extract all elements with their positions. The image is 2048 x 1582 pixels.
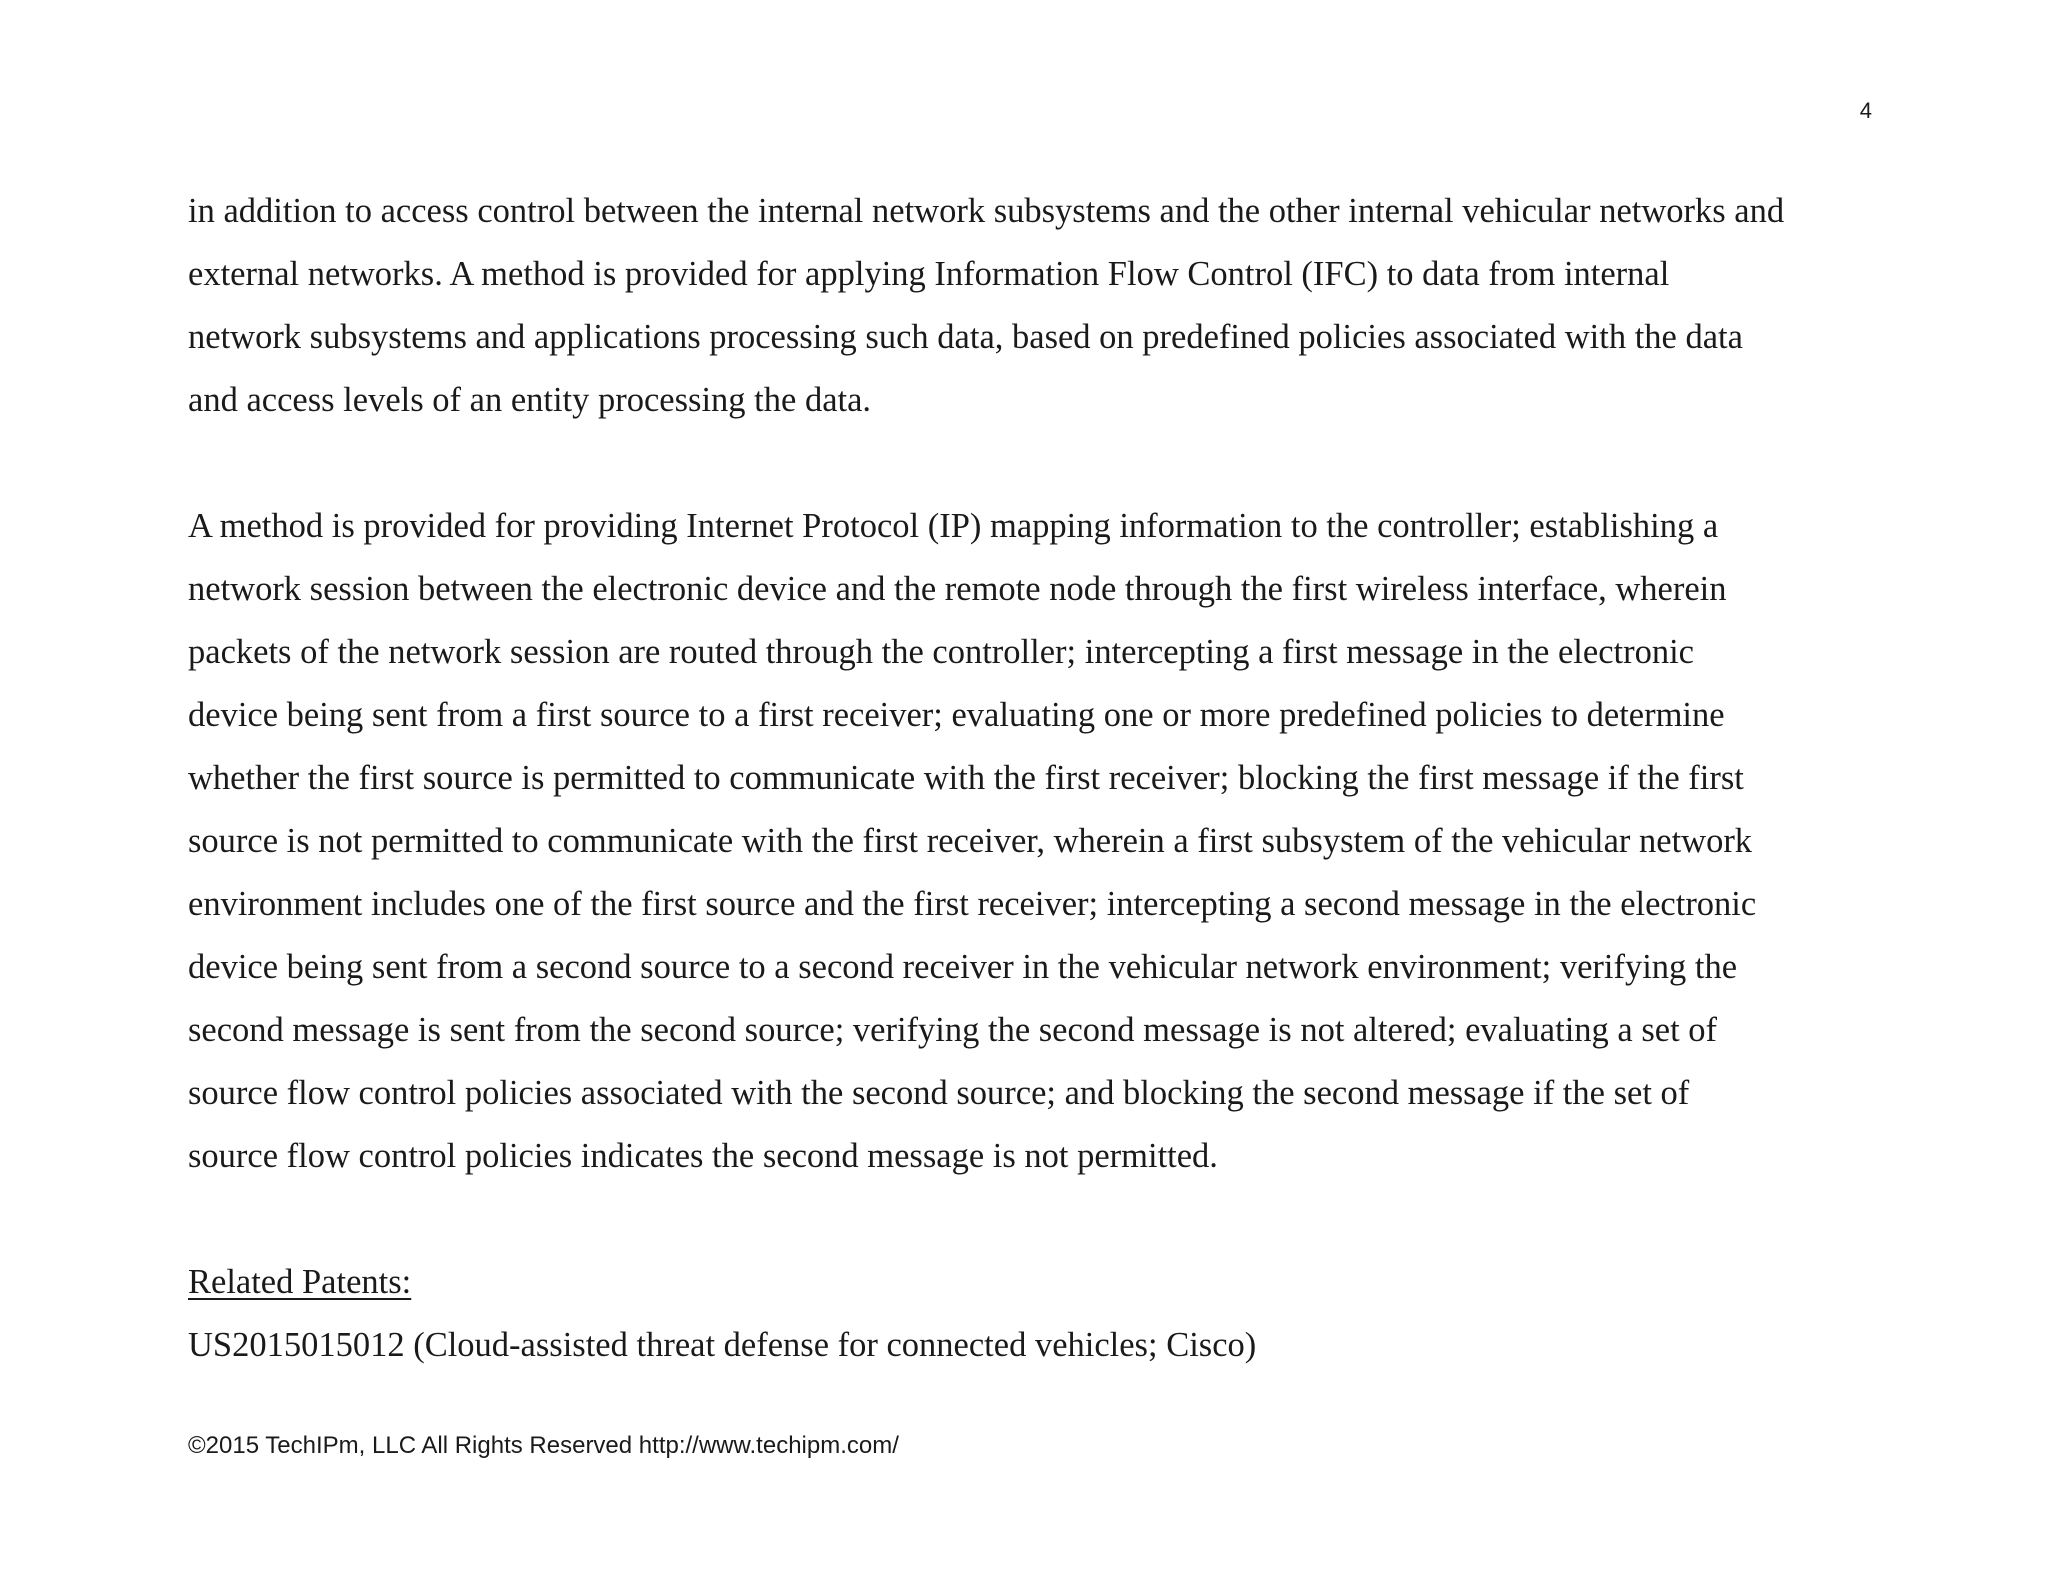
text-line: packets of the network session are routed through the controller; intercepting a first message in the electronic (188, 633, 1694, 671)
related-patent-item: US2015015012 (Cloud-assisted threat defense for connected vehicles; Cisco) (188, 1326, 1257, 1364)
related-patents-heading: Related Patents: (188, 1263, 412, 1301)
text-line: network subsystems and applications processing such data, based on predefined policies associated with the data (188, 318, 1743, 356)
text-line: device being sent from a second source to a second receiver in the vehicular network environment; verifying the (188, 948, 1738, 986)
text-line: and access levels of an entity processing the data. (188, 381, 872, 419)
paragraph-ip-mapping (188, 495, 1888, 1188)
text-line: source flow control policies indicates the second message is not permitted. (188, 1137, 1218, 1175)
related-patents-section (188, 1251, 1888, 1377)
text-line: source is not permitted to communicate with the first receiver, wherein a first subsystem of the vehicular network (188, 822, 1753, 860)
text-line: whether the first source is permitted to communicate with the first receiver; blocking the first message if the first (188, 759, 1744, 797)
text-line: in addition to access control between the internal network subsystems and the other internal vehicular networks and (188, 192, 1785, 230)
text-line: source flow control policies associated with the second source; and blocking the second message if the set of (188, 1074, 1690, 1112)
text-line: environment includes one of the first source and the first receiver; intercepting a second message in the electronic (188, 885, 1757, 923)
text-line: external networks. A method is provided for applying Information Flow Control (IFC) to data from internal (188, 255, 1670, 293)
paragraph-ifc (188, 180, 1888, 432)
document-body (188, 180, 1888, 1377)
text-line: device being sent from a first source to a first receiver; evaluating one or more predefined policies to determine (188, 696, 1725, 734)
text-line: second message is sent from the second source; verifying the second message is not altered; evaluating a set of (188, 1011, 1718, 1049)
copyright-footer: ©2015 TechIPm, LLC All Rights Reserved http://www.techipm.com/ (188, 1432, 899, 1459)
text-line: A method is provided for providing Internet Protocol (IP) mapping information to the controller; establishing a (188, 507, 1719, 545)
page-number: 4 (1859, 98, 1872, 123)
text-line: network session between the electronic device and the remote node through the first wireless interface, wherein (188, 570, 1727, 608)
